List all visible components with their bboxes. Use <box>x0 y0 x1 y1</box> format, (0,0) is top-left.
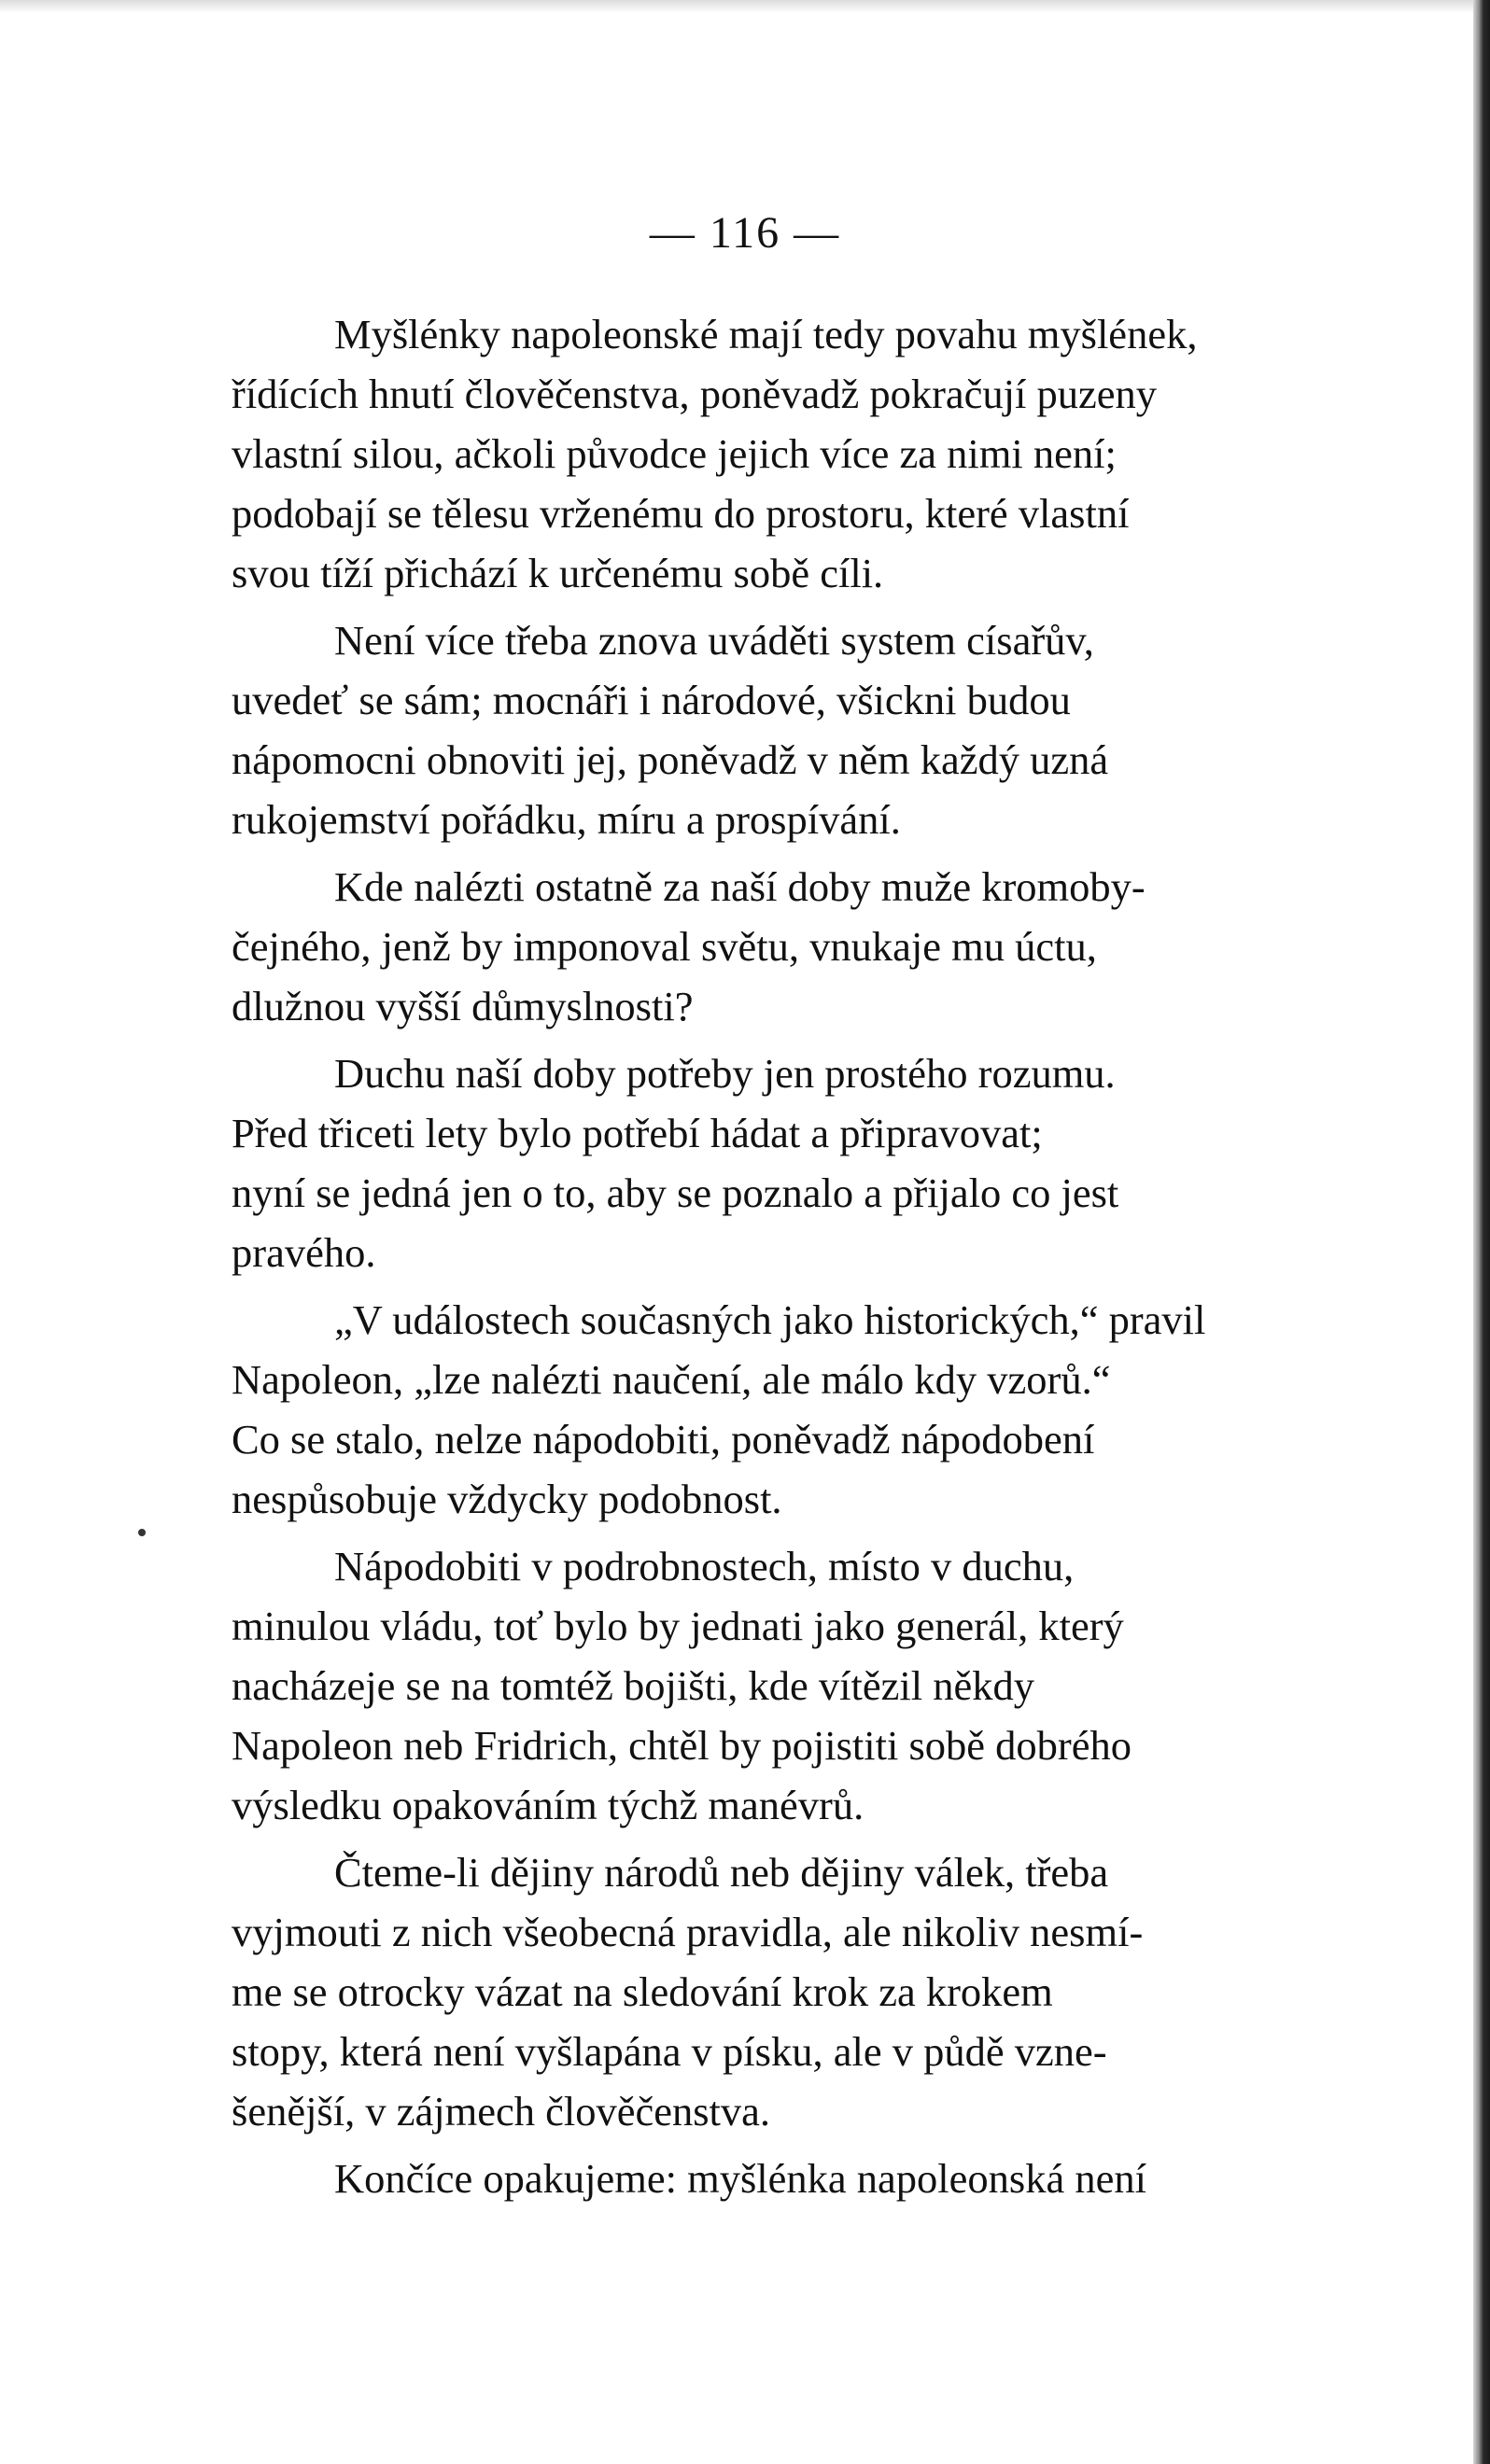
text-line: uvedeť se sám; mocnáři i národové, všickni budou <box>232 677 1071 723</box>
text-line: Končíce opakujeme: myšlénka napoleonská není <box>334 2155 1146 2202</box>
text-line: rukojemství pořádku, míru a prospívání. <box>232 796 901 843</box>
text-line: Napoleon neb Fridrich, chtěl by pojistiti sobě dobrého <box>232 1722 1132 1769</box>
text-line: svou tíží přichází k určenému sobě cíli. <box>232 550 884 596</box>
text-line: šenější, v zájmech člověčenstva. <box>232 2088 771 2135</box>
paragraph-6 <box>232 1536 1352 1835</box>
text-line: nápomocni obnoviti jej, poněvadž v něm každý uzná <box>232 736 1109 783</box>
text-line: Myšlénky napoleonské mají tedy povahu myšlének, <box>334 311 1198 357</box>
text-line: dlužnou vyšší důmyslnosti? <box>232 983 694 1029</box>
paragraph-2 <box>232 610 1352 849</box>
text-line: nespůsobuje vždycky podobnost. <box>232 1476 782 1522</box>
margin-ink-dot <box>138 1529 146 1536</box>
paragraph-5 <box>232 1290 1352 1529</box>
text-line: čejného, jenž by imponoval světu, vnukaje mu úctu, <box>232 923 1097 970</box>
text-line: nyní se jedná jen o to, aby se poznalo a přijalo co jest <box>232 1169 1119 1216</box>
paragraph-8 <box>232 2149 1352 2208</box>
paragraph-1 <box>232 304 1352 603</box>
text-line: výsledku opakováním týchž manévrů. <box>232 1782 864 1828</box>
text-line: pravého. <box>232 1229 376 1276</box>
paragraph-4 <box>232 1043 1352 1282</box>
paragraph-3 <box>232 857 1352 1036</box>
text-line: Není více třeba znova uváděti system císařův, <box>334 617 1094 664</box>
text-line: vlastní silou, ačkoli původce jejich více za nimi není; <box>232 430 1117 477</box>
text-line: me se otrocky vázat na sledování krok za krokem <box>232 1968 1053 2015</box>
page-number: — 116 — <box>649 208 841 258</box>
body-text <box>232 304 1352 2216</box>
text-line: vyjmouti z nich všeobecná pravidla, ale nikoliv nesmí- <box>232 1909 1144 1955</box>
text-line: řídících hnutí člověčenstva, poněvadž pokračují puzeny <box>232 371 1157 417</box>
text-line: Nápodobiti v podrobnostech, místo v duchu, <box>334 1543 1075 1589</box>
text-line: podobají se tělesu vrženému do prostoru, které vlastní <box>232 490 1130 537</box>
page-right-edge-shadow <box>1473 0 1490 2464</box>
text-line: Kde nalézti ostatně za naší doby muže kromoby- <box>334 863 1146 910</box>
text-line: Duchu naší doby potřeby jen prostého rozumu. <box>334 1050 1116 1097</box>
text-line: Napoleon, „lze nalézti naučení, ale málo kdy vzorů.“ <box>232 1356 1111 1403</box>
paragraph-7 <box>232 1842 1352 2141</box>
text-line: stopy, která není vyšlapána v písku, ale v půdě vzne- <box>232 2028 1107 2075</box>
text-line: Co se stalo, nelze nápodobiti, poněvadž nápodobení <box>232 1416 1095 1463</box>
text-line: „V událostech současných jako historických,“ pravil <box>334 1296 1206 1343</box>
text-line: nacházeje se na tomtéž bojišti, kde vítězil někdy <box>232 1662 1035 1709</box>
text-line: Čteme-li dějiny národů neb dějiny válek, třeba <box>334 1849 1109 1896</box>
page-top-edge <box>0 0 1490 13</box>
text-line: minulou vládu, toť bylo by jednati jako generál, který <box>232 1603 1124 1649</box>
text-line: Před třiceti lety bylo potřebí hádat a připravovat; <box>232 1110 1043 1156</box>
